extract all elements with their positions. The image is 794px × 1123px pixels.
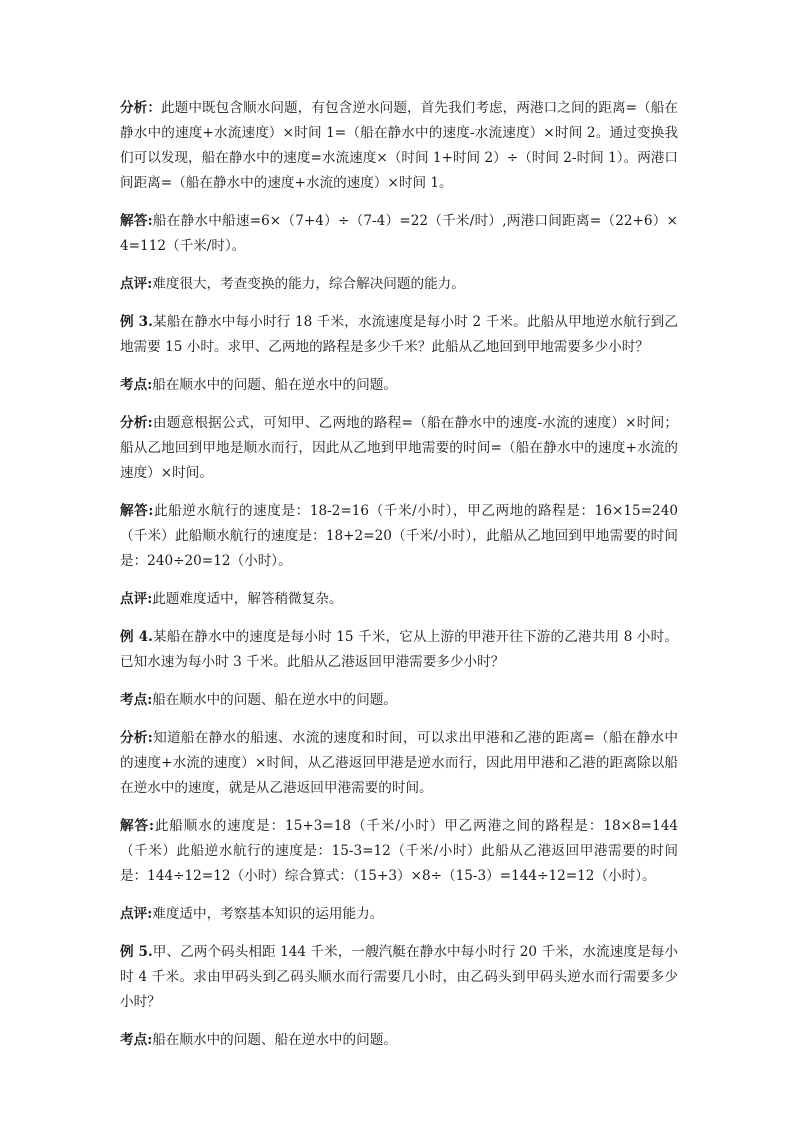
paragraph-text: 由题意根据公式，可知甲、乙两地的路程=（船在静水中的速度-水流的速度）×时间；船从乙地回到甲地是顺水而行，因此从乙地到甲地需要的时间=（船在静水中的速度+水流的速度）×时间。 — [120, 415, 679, 481]
paragraph-label: 例 3 — [120, 314, 149, 330]
label-separator: : — [147, 692, 153, 708]
paragraph-label: 考点 — [120, 692, 148, 708]
paragraph-label: 分析 — [120, 730, 148, 746]
comment-paragraph — [120, 902, 678, 927]
analysis-paragraph — [120, 726, 678, 801]
comment-paragraph — [120, 272, 678, 297]
label-separator: : — [147, 213, 153, 229]
label-separator: . — [148, 629, 153, 645]
paragraph-label: 例 4 — [120, 629, 149, 645]
answer-paragraph — [120, 499, 678, 574]
paragraph-text: 船在顺水中的问题、船在逆水中的问题。 — [152, 1032, 397, 1048]
paragraph-label: 点评 — [120, 276, 148, 292]
label-separator: . — [147, 944, 153, 960]
analysis-paragraph — [120, 411, 678, 486]
paragraph-text: 难度很大，考查变换的能力，综合解决问题的能力。 — [152, 276, 465, 292]
label-separator: . — [148, 314, 153, 330]
label-separator: : — [148, 818, 154, 834]
label-separator: : — [147, 591, 153, 607]
answer-paragraph — [120, 209, 678, 259]
paragraph-label: 考点 — [120, 377, 148, 393]
answer-paragraph — [120, 814, 678, 889]
comment-paragraph — [120, 587, 678, 612]
label-separator: : — [147, 276, 153, 292]
paragraph-text: 此题中既包含顺水问题，有包含逆水问题，首先我们考虑，两港口之间的距离=（船在静水中的速度+水流速度）×时间 1=（船在静水中的速度-水流速度）×时间 2。通过变换我们可以发现，船在静水中的速度=水流速度×（时间 1+时间 2）÷（时间 2-时间 1）。两港口间距离=（船在静水中的速度+水流的速度）×时间 1。 — [120, 100, 679, 191]
label-separator: : — [147, 906, 153, 922]
paragraph-label: 分析 — [120, 100, 148, 116]
key-point-paragraph — [120, 1028, 678, 1053]
example-5-paragraph — [120, 940, 678, 1015]
paragraph-label: 解答 — [120, 213, 148, 229]
paragraph-text: 此题难度适中，解答稍微复杂。 — [152, 591, 343, 607]
paragraph-label: 解答 — [120, 818, 149, 834]
label-separator: : — [147, 415, 153, 431]
document-body — [120, 96, 678, 1066]
key-point-paragraph — [120, 373, 678, 398]
label-separator: : — [147, 1032, 153, 1048]
paragraph-text: 难度适中，考察基本知识的运用能力。 — [152, 906, 384, 922]
example-4-paragraph — [120, 625, 678, 675]
paragraph-label: 例 5 — [120, 944, 148, 960]
paragraph-text: 此船逆水航行的速度是：18-2=16（千米/小时），甲乙两地的路程是：16×15=240（千米）此船顺水航行的速度是：18+2=20（千米/小时），此船从乙地回到甲地需要的时间是：240÷20=12（小时）。 — [120, 503, 679, 569]
example-3-paragraph — [120, 310, 678, 360]
paragraph-label: 点评 — [120, 591, 148, 607]
paragraph-text: 知道船在静水的船速、水流的速度和时间，可以求出甲港和乙港的距离=（船在静水中的速度+水流的速度）×时间，从乙港返回甲港是逆水而行，因此用甲港和乙港的距离除以船在逆水中的速度，就是从乙港返回甲港需要的时间。 — [120, 730, 679, 796]
label-separator: : — [148, 503, 154, 519]
paragraph-text: 船在顺水中的问题、船在逆水中的问题。 — [152, 377, 397, 393]
paragraph-text: 某船在静水中每小时行 18 千米，水流速度是每小时 2 千米。此船从甲地逆水航行到乙地需要 15 小时。求甲、乙两地的路程是多少千米？此船从乙地回到甲地需要多少小时？ — [120, 314, 678, 355]
label-separator: ： — [147, 100, 162, 116]
paragraph-text: 此船顺水的速度是：15+3=18（千米/小时）甲乙两港之间的路程是：18×8=144（千米）此船逆水航行的速度是：15-3=12（千米/小时）此船从乙港返回甲港需要的时间是：144÷12=12（小时）综合算式：（15+3）×8÷（15-3）=144÷12=12（小时）。 — [120, 818, 678, 884]
label-separator: : — [147, 730, 153, 746]
paragraph-label: 解答 — [120, 503, 149, 519]
paragraph-text: 甲、乙两个码头相距 144 千米，一艘汽艇在静水中每小时行 20 千米，水流速度是每小时 4 千米。求由甲码头到乙码头顺水而行需要几小时，由乙码头到甲码头逆水而行需要多少小时？ — [120, 944, 678, 1010]
key-point-paragraph — [120, 688, 678, 713]
analysis-paragraph — [120, 96, 678, 196]
paragraph-text: 船在顺水中的问题、船在逆水中的问题。 — [152, 692, 397, 708]
paragraph-label: 点评 — [120, 906, 148, 922]
paragraph-label: 考点 — [120, 1032, 148, 1048]
paragraph-label: 分析 — [120, 415, 148, 431]
paragraph-text: 船在静水中船速=6×（7+4）÷（7-4）=22（千米/时）,两港口间距离=（22+6）×4=112（千米/时）。 — [120, 213, 678, 254]
paragraph-text: 某船在静水中的速度是每小时 15 千米，它从上游的甲港开往下游的乙港共用 8 小时。已知水速为每小时 3 千米。此船从乙港返回甲港需要多少小时？ — [120, 629, 678, 670]
label-separator: : — [147, 377, 153, 393]
